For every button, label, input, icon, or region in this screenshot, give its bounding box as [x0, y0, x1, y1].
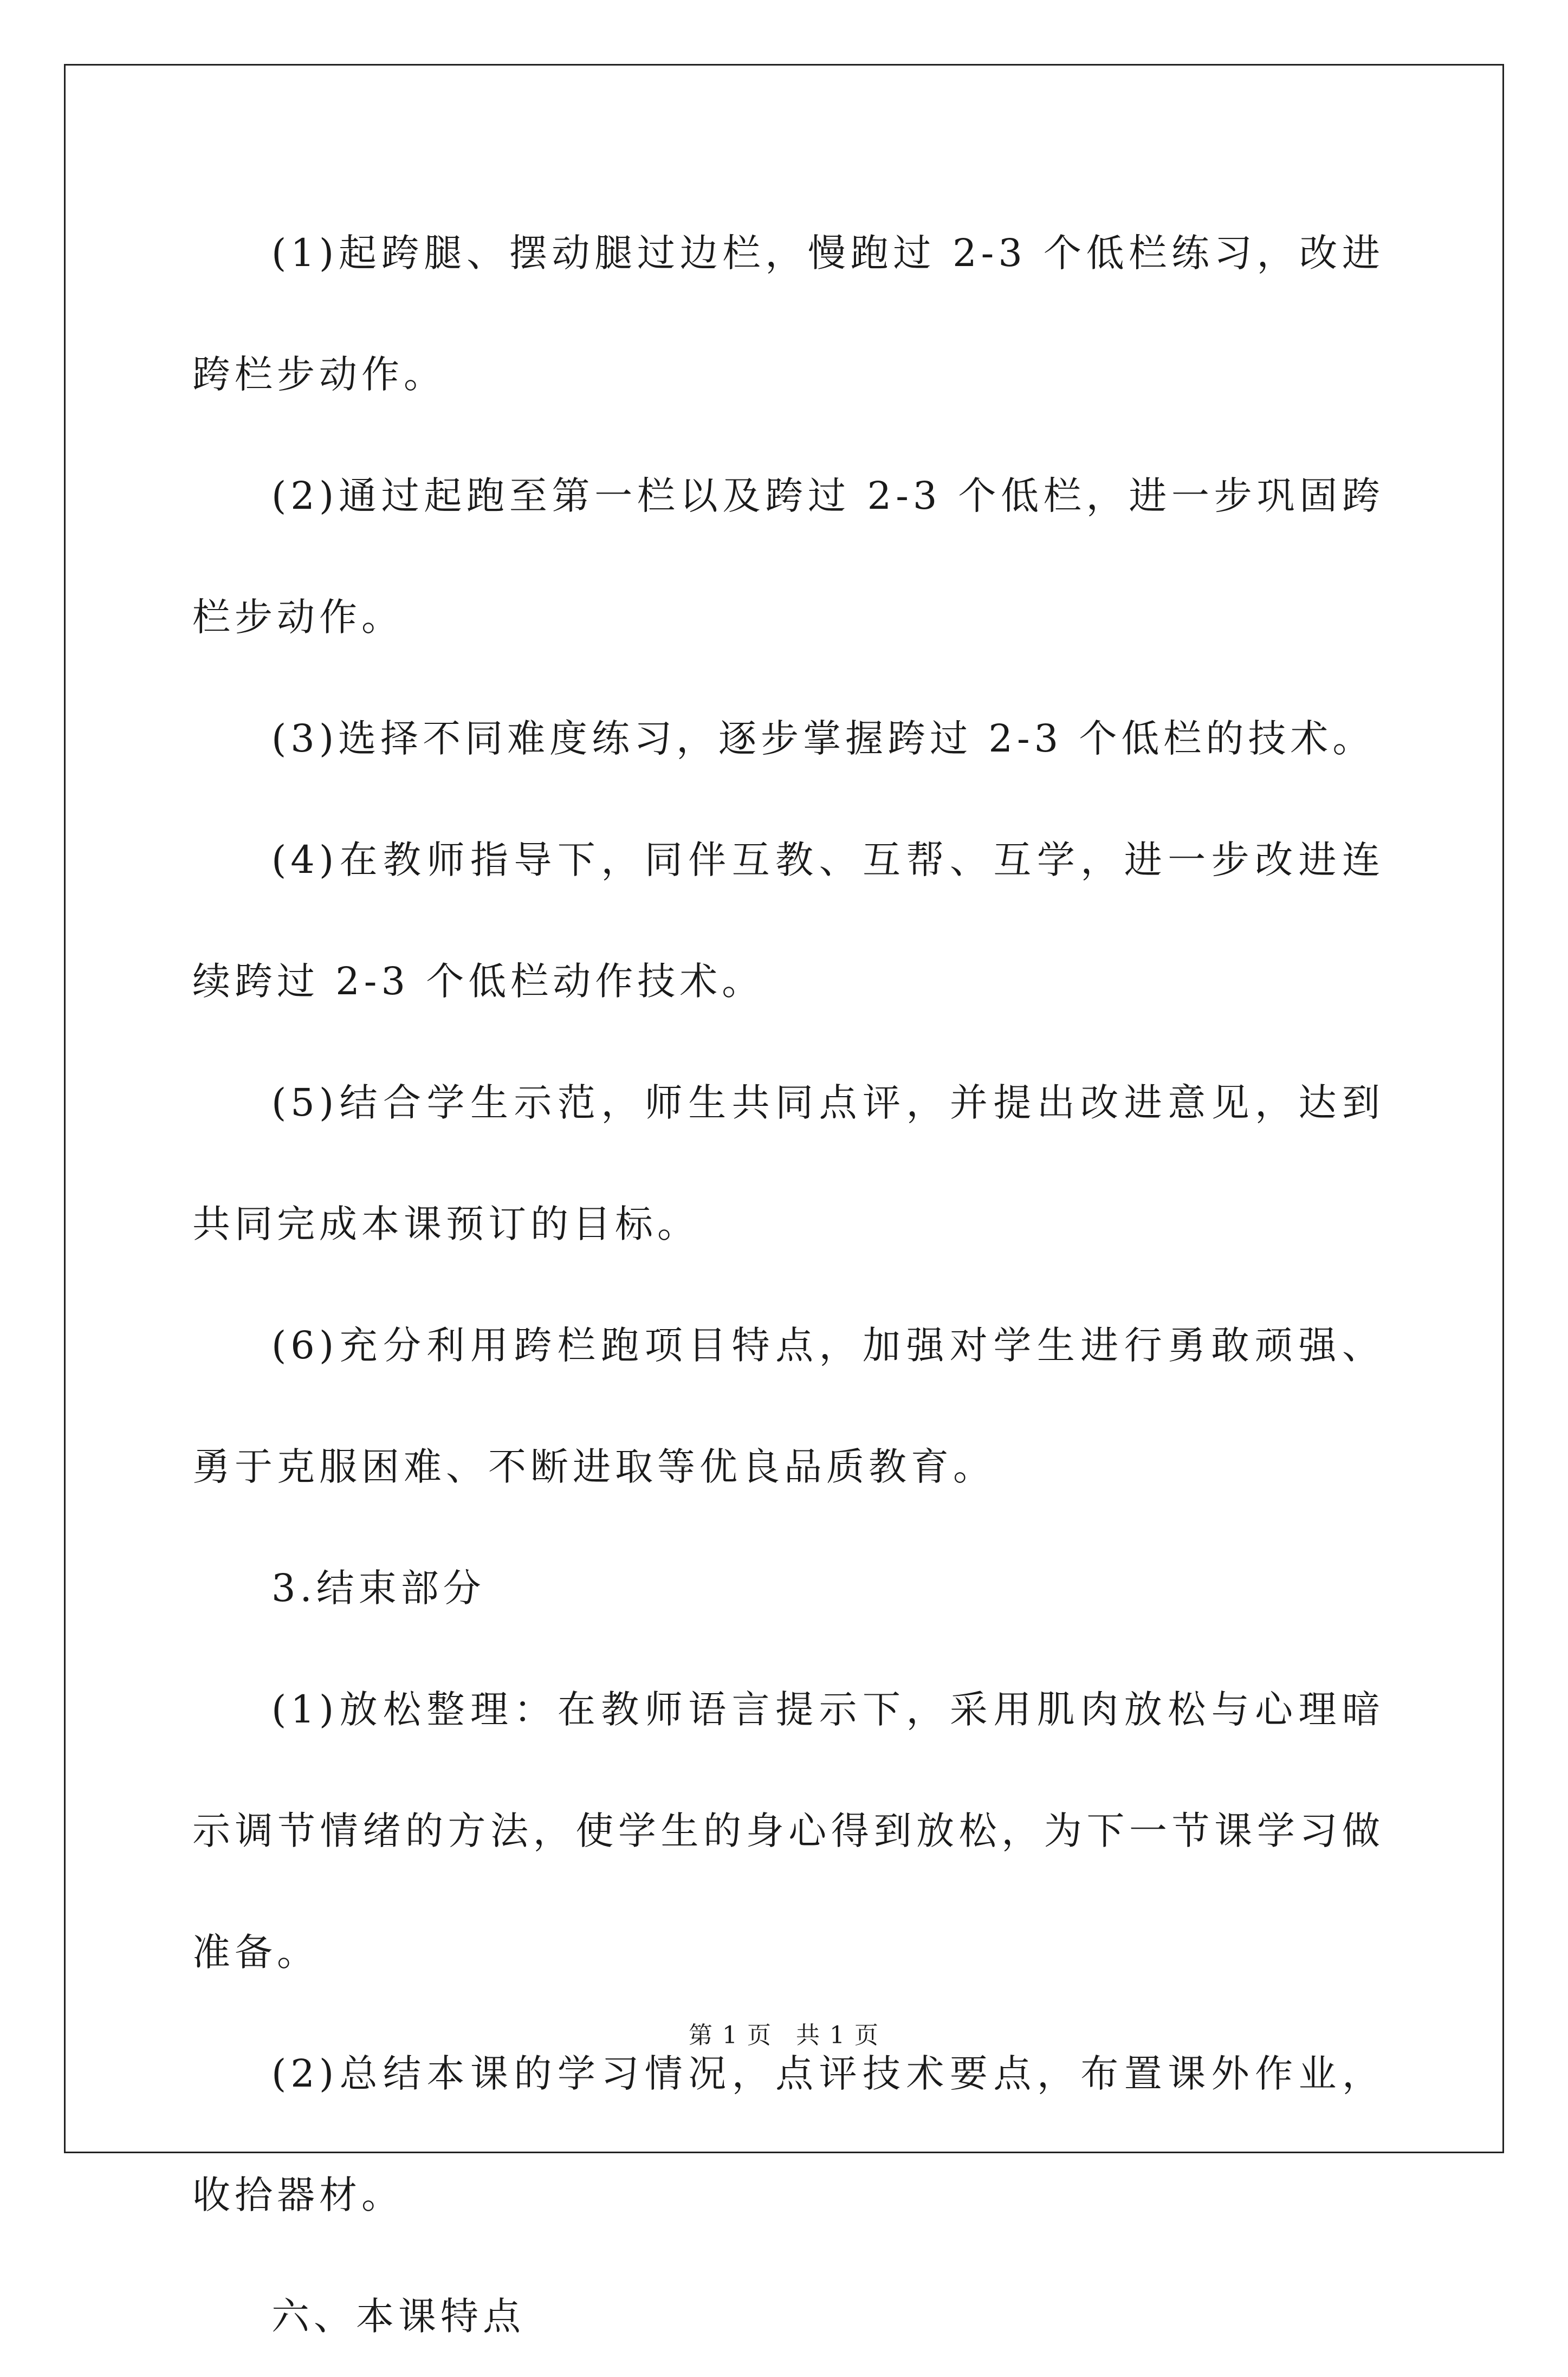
section-heading-features: 六、本课特点: [271, 2294, 525, 2339]
paragraph-demonstration-review: (5)结合学生示范，师生共同点评，并提出改进意见，达到共同完成本课预订的目标。: [192, 1080, 1384, 1246]
paragraph-summary: (2)总结本课的学习情况，点评技术要点，布置课外作业，收拾器材。: [192, 2051, 1384, 2217]
paragraph-start-first-hurdle: (2)通过起跑至第一栏以及跨过 2-3 个低栏，进一步巩固跨栏步动作。: [192, 474, 1384, 639]
page-footer: [0, 2016, 1568, 2050]
page-total: 共 1 页: [796, 2022, 879, 2049]
page-number: 第 1 页: [689, 2022, 772, 2049]
paragraph-difficulty-choice: (3)选择不同难度练习，逐步掌握跨过 2-3 个低栏的技术。: [271, 716, 1375, 761]
paragraph-peer-learning: (4)在教师指导下，同伴互教、互帮、互学，进一步改进连续跨过 2-3 个低栏动作技术。: [192, 838, 1384, 1003]
paragraph-character-education: (6)充分利用跨栏跑项目特点，加强对学生进行勇敢顽强、勇于克服困难、不断进取等优良品质教育。: [192, 1323, 1384, 1489]
paragraph-relaxation: (1)放松整理：在教师语言提示下，采用肌肉放松与心理暗示调节情绪的方法，使学生的身心得到放松，为下一节课学习做准备。: [192, 1687, 1384, 1974]
paragraph-hurdle-step-practice: (1)起跨腿、摆动腿过边栏，慢跑过 2-3 个低栏练习，改进跨栏步动作。: [192, 231, 1384, 397]
section-heading-ending: 3.结束部分: [271, 1566, 485, 1610]
